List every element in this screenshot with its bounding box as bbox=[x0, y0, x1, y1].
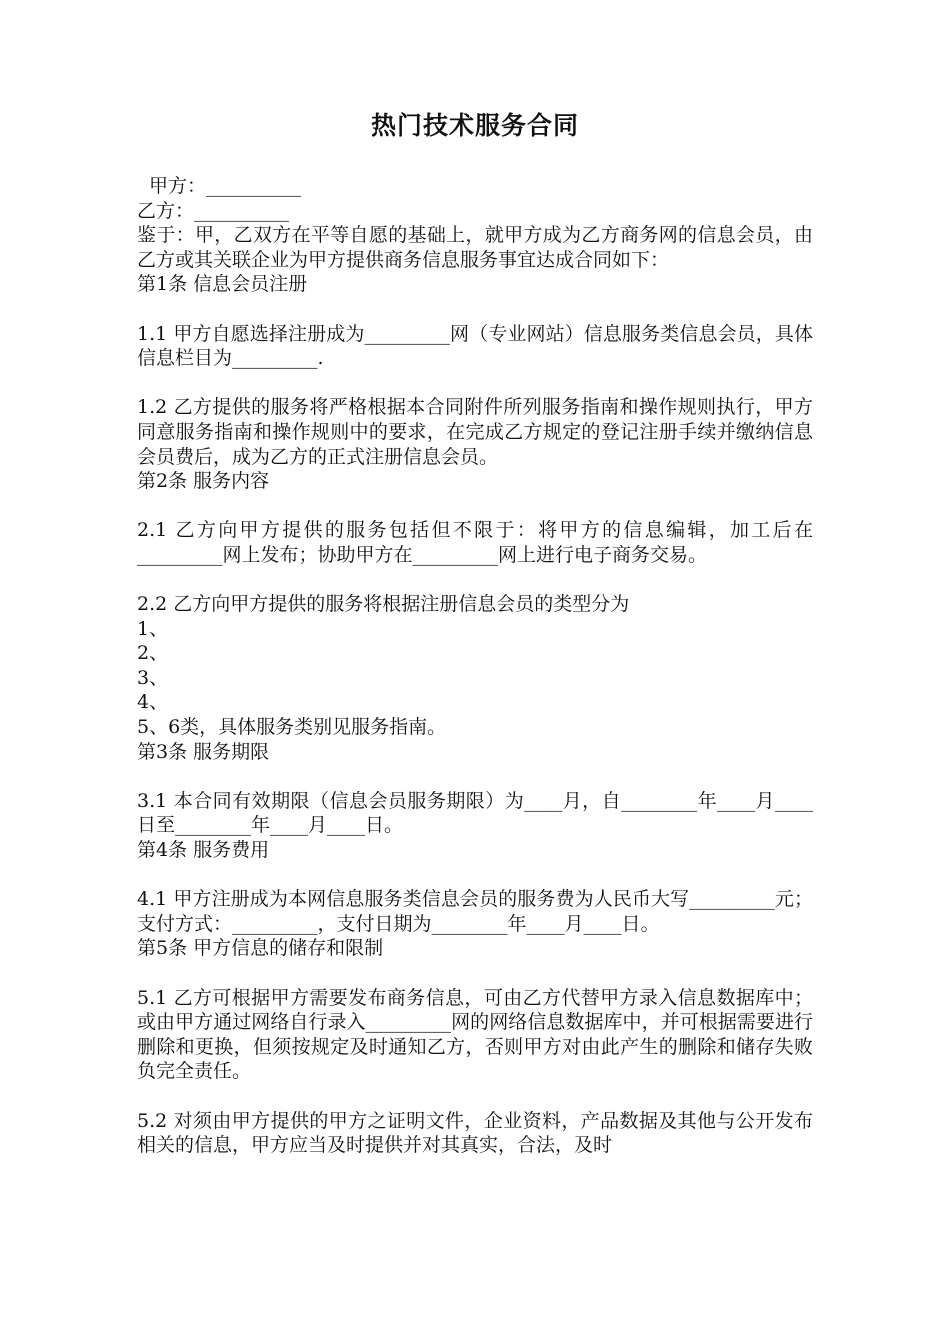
clause-1-1: 1.1 甲方自愿选择注册成为_________网（专业网站）信息服务类信息会员，具体信息栏目为_________. bbox=[137, 322, 813, 370]
list-item: 4、 bbox=[137, 691, 169, 714]
article-1-heading: 第1条 信息会员注册 bbox=[137, 273, 308, 296]
clause-2-1: 2.1 乙方向甲方提供的服务包括但不限于：将甲方的信息编辑，加工后在_________网上发布；协助甲方在_________网上进行电子商务交易。 bbox=[137, 519, 813, 566]
clause-1-2: 1.2 乙方提供的服务将严格根据本合同附件所列服务指南和操作规则执行，甲方同意服务指南和操作规则中的要求，在完成乙方规定的登记注册手续并缴纳信息会员费后，成为乙方的正式注册信息会员。 bbox=[137, 396, 813, 468]
preamble-paragraph: 鉴于：甲，乙双方在平等自愿的基础上，就甲方成为乙方商务网的信息会员，由乙方或其关联企业为甲方提供商务信息服务事宜达成合同如下： bbox=[137, 224, 813, 271]
list-item: 3、 bbox=[137, 666, 169, 689]
paragraph-gap bbox=[137, 494, 813, 519]
list-item: 1、 bbox=[137, 617, 169, 640]
article-3-heading: 第3条 服务期限 bbox=[137, 740, 270, 763]
article-5-heading: 第5条 甲方信息的储存和限制 bbox=[137, 937, 384, 960]
paragraph-gap bbox=[137, 371, 813, 396]
clause-5-2: 5.2 对须由甲方提供的甲方之证明文件，企业资料，产品数据及其他与公开发布相关的信息，甲方应当及时提供并对其真实，合法，及时 bbox=[137, 1109, 813, 1157]
paragraph-gap bbox=[137, 961, 813, 986]
article-4-heading: 第4条 服务费用 bbox=[137, 839, 270, 862]
list-item: 2、 bbox=[137, 642, 169, 665]
article-2-heading: 第2条 服务内容 bbox=[137, 470, 270, 493]
party-b-line: 乙方：__________ bbox=[137, 199, 290, 222]
clause-2-2: 2.2 乙方向甲方提供的服务将根据注册信息会员的类型分为 bbox=[137, 593, 630, 616]
paragraph-gap bbox=[137, 1084, 813, 1109]
clause-3-1: 3.1 本合同有效期限（信息会员服务期限）为____月，自________年____月____日至________年____月____日。 bbox=[137, 789, 813, 837]
list-item: 5、6类，具体服务类别见服务指南。 bbox=[137, 716, 447, 739]
clause-4-1: 4.1 甲方注册成为本网信息服务类信息会员的服务费为人民币大写_________元；支付方式：_________，支付日期为________年____月____日。 bbox=[137, 888, 813, 935]
paragraph-gap bbox=[137, 297, 813, 322]
paragraph-gap bbox=[137, 568, 813, 593]
document-title: 热门技术服务合同 bbox=[370, 111, 579, 140]
clause-5-1: 5.1 乙方可根据甲方需要发布商务信息，可由乙方代替甲方录入信息数据库中；或由甲方通过网络自行录入_________网的网络信息数据库中，并可根据需要进行删除和更换，但须按规定及时通知乙方，否则甲方对由此产生的删除和储存失败负完全责任。 bbox=[137, 986, 813, 1083]
contract-body bbox=[137, 174, 813, 1158]
paragraph-gap bbox=[137, 764, 813, 789]
paragraph-gap bbox=[137, 863, 813, 888]
party-a-line: 甲方：__________ bbox=[149, 175, 302, 197]
